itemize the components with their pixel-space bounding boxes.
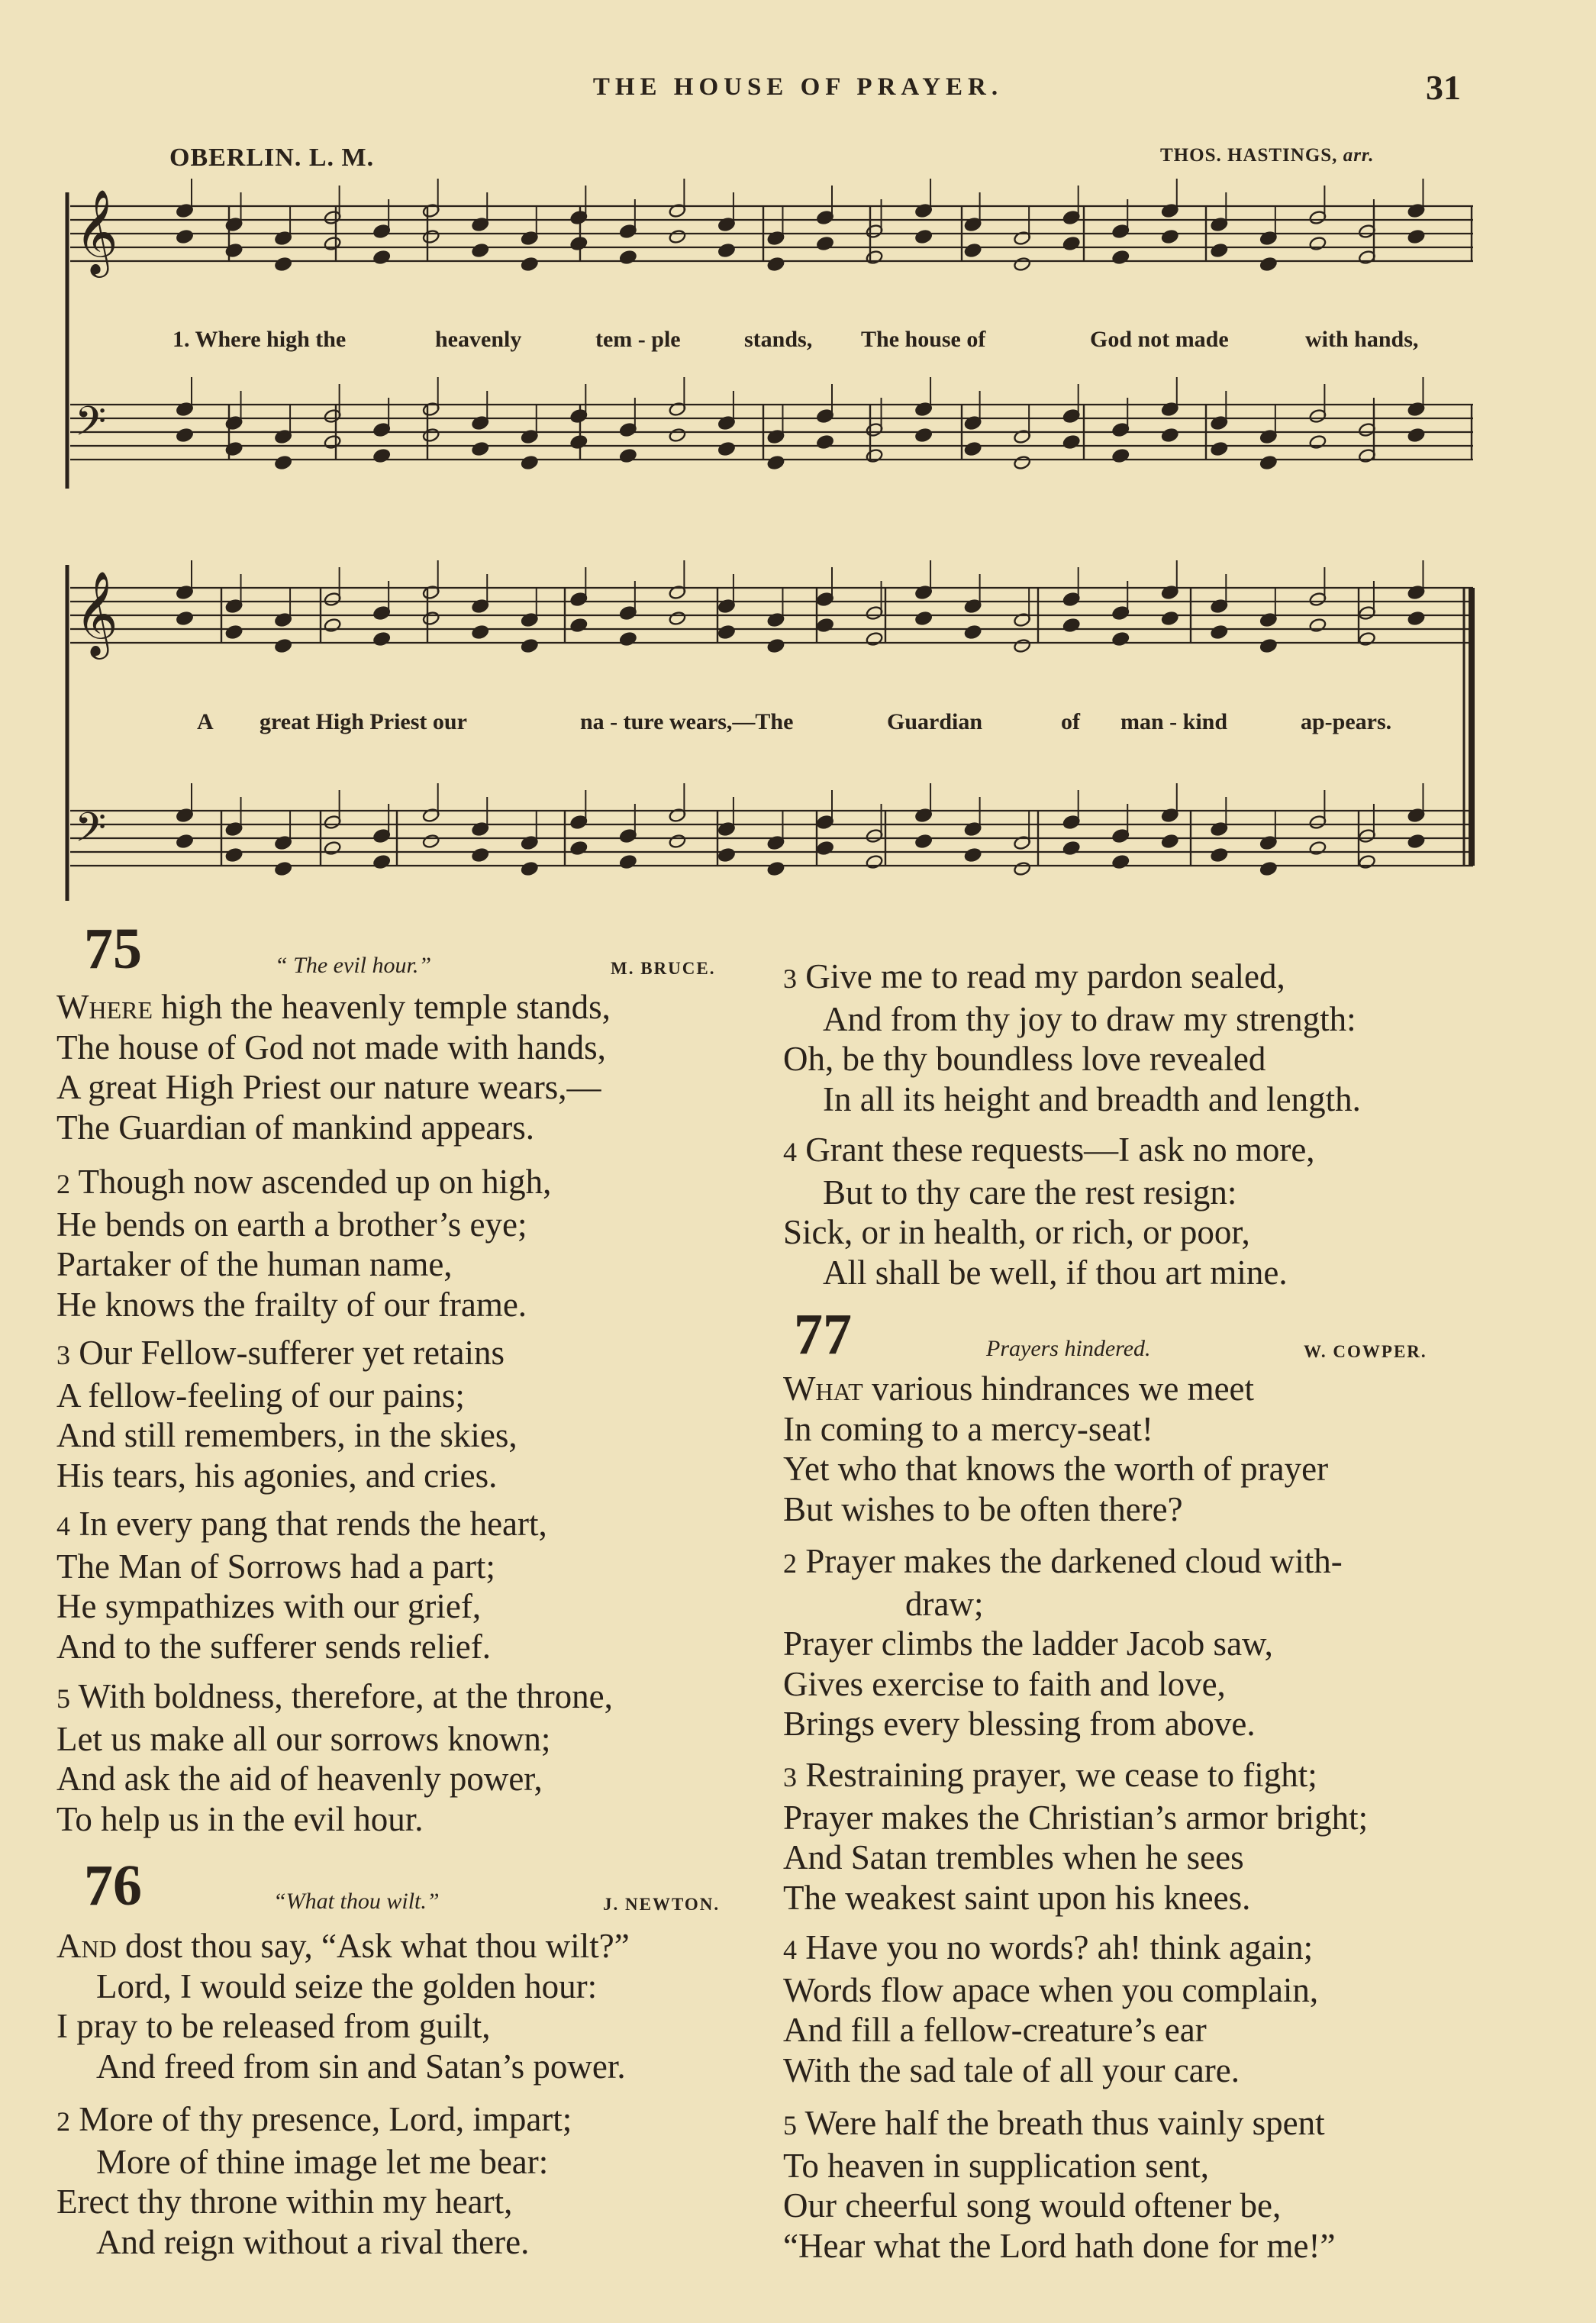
lyric-2-2: great High Priest our xyxy=(260,709,467,734)
note-head xyxy=(1111,250,1130,265)
page-number: 31 xyxy=(1426,68,1461,107)
note-head xyxy=(1259,638,1278,653)
stanza-line: But to thy care the rest resign: xyxy=(823,1173,1237,1212)
note-head xyxy=(422,834,440,849)
note-head xyxy=(521,455,539,470)
note-head xyxy=(619,854,637,870)
note-head xyxy=(1407,229,1426,244)
note-head xyxy=(669,611,687,626)
tune-name: OBERLIN. L. M. xyxy=(169,144,375,172)
lyric-2-3: na - ture wears,—The xyxy=(580,709,794,734)
stanza-line: In coming to a mercy-seat! xyxy=(783,1409,1153,1448)
lyric-1-1: 1. Where high the xyxy=(172,327,347,352)
stanza-line: Prayer makes the Christian’s armor bright; xyxy=(783,1798,1369,1837)
stanza-line: He knows the frailty of our frame. xyxy=(56,1285,527,1324)
note-head xyxy=(767,638,785,653)
stanza-line: Partaker of the human name, xyxy=(56,1245,453,1283)
stanza-line: Our cheerful song would oftener be, xyxy=(783,2186,1282,2225)
stanza-line: Let us make all our sorrows known; xyxy=(56,1719,551,1758)
stanza-line: And Satan trembles when he sees xyxy=(783,1838,1244,1876)
note-head xyxy=(1062,840,1081,856)
stanza-line: A great High Priest our nature wears,— xyxy=(56,1068,601,1106)
lyric-2-6: man - kind xyxy=(1120,709,1228,734)
verse-number: 4 xyxy=(783,1934,797,1965)
stanza-line: Grant these requests—I ask no more, xyxy=(805,1131,1315,1169)
verse-number: 4 xyxy=(56,1511,70,1541)
note-head xyxy=(619,250,637,265)
verse-number: 2 xyxy=(783,1548,797,1579)
note-head xyxy=(866,631,884,647)
stanza-line: Oh, be thy boundless love revealed xyxy=(783,1040,1266,1078)
note-head xyxy=(372,854,391,870)
lyric-1-5: The house of xyxy=(861,327,986,352)
stanza-line: And ask the aid of heavenly power, xyxy=(56,1760,543,1798)
note-head xyxy=(767,256,785,272)
verse-number: 2 xyxy=(56,1169,70,1199)
stanza-line: To help us in the evil hour. xyxy=(56,1799,424,1838)
note-head xyxy=(274,455,292,470)
note-head xyxy=(1309,434,1327,450)
hymn-author: M. BRUCE. xyxy=(611,959,716,978)
hymn-author: W. COWPER. xyxy=(1304,1342,1427,1361)
note-head xyxy=(471,441,489,457)
lyric-2-5: of xyxy=(1061,709,1080,734)
note-head xyxy=(471,243,489,258)
lyric-1-6: God not made xyxy=(1090,327,1229,352)
note-head xyxy=(372,448,391,463)
stanza-line: The Man of Sorrows had a part; xyxy=(56,1547,495,1586)
stanza-line: “Hear what the Lord hath done for me!” xyxy=(783,2226,1336,2265)
note-head xyxy=(1259,455,1278,470)
bass-clef: 𝄢 xyxy=(75,398,107,455)
note-head xyxy=(619,448,637,463)
stanza-line: He bends on earth a brother’s eye; xyxy=(56,1205,527,1244)
stanza-line: In all its height and breadth and length. xyxy=(823,1079,1361,1118)
note-head xyxy=(1407,611,1426,626)
lyric-1-4: stands, xyxy=(744,327,813,352)
note-head xyxy=(324,618,342,633)
note-head xyxy=(521,256,539,272)
note-head xyxy=(1358,854,1376,870)
note-head xyxy=(767,861,785,876)
stanza-line: And fill a fellow-creature’s ear xyxy=(783,2011,1207,2049)
stanza-line: Though now ascended up on high, xyxy=(78,1163,552,1201)
stanza-line: To heaven in supplication sent, xyxy=(783,2146,1209,2185)
hymn-author: J. NEWTON. xyxy=(603,1895,721,1914)
stanza-line: The house of God not made with hands, xyxy=(56,1028,606,1066)
note-head xyxy=(422,427,440,443)
stanza-line: More of thine image let me bear: xyxy=(96,2142,549,2181)
note-head xyxy=(1259,861,1278,876)
stanza xyxy=(783,2103,1335,2266)
note-head xyxy=(225,243,243,258)
note-head xyxy=(964,243,982,258)
note-head xyxy=(1309,236,1327,251)
stanza-line: All shall be well, if thou art mine. xyxy=(823,1253,1288,1292)
stanza xyxy=(56,1162,551,1324)
hymn-number: 77 xyxy=(794,1302,852,1366)
stanza-line: Gives exercise to faith and love, xyxy=(783,1664,1226,1703)
note-head xyxy=(767,455,785,470)
note-head xyxy=(1211,624,1229,640)
note-head xyxy=(422,611,440,626)
note-head xyxy=(521,861,539,876)
note-head xyxy=(669,427,687,443)
note-head xyxy=(570,434,588,450)
stanza-line: A fellow-feeling of our pains; xyxy=(56,1376,465,1415)
note-head xyxy=(176,834,194,849)
note-head xyxy=(717,243,736,258)
note-head xyxy=(816,236,834,251)
stanza-line: Sick, or in health, or rich, or poor, xyxy=(783,1213,1250,1251)
note-head xyxy=(274,256,292,272)
stanza-line: And to the sufferer sends relief. xyxy=(56,1627,491,1666)
note-head xyxy=(176,229,194,244)
stanza-line: And reign without a rival there. xyxy=(96,2222,530,2261)
verse-number: 5 xyxy=(56,1683,70,1714)
stanza xyxy=(56,1333,517,1495)
note-head xyxy=(1259,256,1278,272)
note-head xyxy=(717,847,736,863)
stanza-line: Give me to read my pardon sealed, xyxy=(805,957,1285,995)
note-head xyxy=(1407,427,1426,443)
lyric-2-1: A xyxy=(197,709,214,734)
note-head xyxy=(1161,611,1179,626)
note-head xyxy=(964,847,982,863)
stanza-line: Lord, I would seize the golden hour: xyxy=(96,1966,598,2005)
note-head xyxy=(324,840,342,856)
stanza-line: draw; xyxy=(905,1584,984,1623)
note-head xyxy=(1211,847,1229,863)
stanza xyxy=(56,2099,572,2262)
note-head xyxy=(1309,618,1327,633)
lyric-1-3: tem - ple xyxy=(595,327,681,352)
note-head xyxy=(866,854,884,870)
note-head xyxy=(1161,834,1179,849)
note-head xyxy=(570,618,588,633)
note-head xyxy=(324,434,342,450)
hymn-subtitle: “ The evil hour.” xyxy=(275,953,432,978)
note-head xyxy=(717,441,736,457)
verse-number: 3 xyxy=(56,1340,70,1370)
stanza-line: With the sad tale of all your care. xyxy=(783,2050,1240,2089)
stanza xyxy=(56,1676,613,1839)
note-head xyxy=(619,631,637,647)
stanza-line: Have you no words? ah! think again; xyxy=(805,1928,1314,1966)
note-head xyxy=(964,441,982,457)
stanza-line: Were half the breath thus vainly spent xyxy=(804,2104,1325,2142)
note-head xyxy=(1407,834,1426,849)
note-head xyxy=(225,847,243,863)
note-head xyxy=(1111,854,1130,870)
note-head xyxy=(471,624,489,640)
note-head xyxy=(1161,229,1179,244)
note-head xyxy=(1062,236,1081,251)
note-head xyxy=(1013,861,1031,876)
stanza xyxy=(783,1369,1328,1529)
stanza-line: Brings every blessing from above. xyxy=(783,1705,1256,1743)
hymn-number: 75 xyxy=(84,917,142,981)
note-head xyxy=(816,618,834,633)
bass-clef: 𝄢 xyxy=(75,805,107,861)
note-head xyxy=(372,250,391,265)
stanza xyxy=(56,987,611,1147)
note-head xyxy=(914,611,933,626)
lyric-2-7: ap-pears. xyxy=(1301,709,1392,734)
stanza xyxy=(56,1926,630,2086)
note-head xyxy=(324,236,342,251)
note-head xyxy=(372,631,391,647)
note-head xyxy=(866,448,884,463)
running-title: THE HOUSE OF PRAYER. xyxy=(592,73,1004,101)
lyric-1-2: heavenly xyxy=(435,327,522,352)
stanza-line: I pray to be released from guilt, xyxy=(56,2007,491,2045)
lyric-2-4: Guardian xyxy=(887,709,983,734)
note-head xyxy=(1111,631,1130,647)
stanza xyxy=(783,1755,1368,1918)
treble-clef: 𝄞 xyxy=(75,570,118,656)
note-head xyxy=(1013,256,1031,272)
stanza xyxy=(783,957,1361,1119)
stanza-line: Restraining prayer, we cease to fight; xyxy=(805,1756,1317,1794)
stanza-line: Our Fellow-sufferer yet retains xyxy=(79,1334,505,1372)
verse-number: 2 xyxy=(56,2106,70,2137)
stanza xyxy=(783,1130,1315,1292)
stanza-line: And freed from sin and Satan’s power. xyxy=(96,2047,626,2086)
note-head xyxy=(176,611,194,626)
note-head xyxy=(669,229,687,244)
stanza-line: Prayer climbs the ladder Jacob saw, xyxy=(783,1624,1273,1663)
note-head xyxy=(1309,840,1327,856)
stanza-first-word: And xyxy=(56,1927,117,1965)
note-head xyxy=(1211,441,1229,457)
stanza-first-word: What xyxy=(783,1370,863,1408)
note-head xyxy=(1062,434,1081,450)
stanza-line: The Guardian of mankind appears. xyxy=(56,1108,535,1147)
verse-number: 4 xyxy=(783,1137,797,1167)
lyric-1-7: with hands, xyxy=(1305,327,1419,352)
note-head xyxy=(176,427,194,443)
stanza xyxy=(56,1504,547,1666)
verse-number: 3 xyxy=(783,963,797,994)
stanza-line: Prayer makes the darkened cloud with- xyxy=(805,1542,1343,1580)
tune-credit-arr: arr. xyxy=(1343,145,1375,166)
note-head xyxy=(866,250,884,265)
stanza-line: His tears, his agonies, and cries. xyxy=(56,1456,498,1495)
note-head xyxy=(274,861,292,876)
treble-clef: 𝄞 xyxy=(75,189,118,274)
note-head xyxy=(274,638,292,653)
stanza-line: And from thy joy to draw my strength: xyxy=(823,999,1356,1038)
note-head xyxy=(570,236,588,251)
note-head xyxy=(964,624,982,640)
hymn-subtitle: “What thou wilt.” xyxy=(273,1889,440,1914)
stanza-line: With boldness, therefore, at the throne, xyxy=(78,1677,613,1715)
hymn-number: 76 xyxy=(84,1854,142,1918)
stanza-line: In every pang that rends the heart, xyxy=(79,1505,547,1543)
tune-credit-name: THOS. HASTINGS, xyxy=(1160,145,1338,166)
stanza-line: Erect thy throne within my heart, xyxy=(56,2183,513,2221)
note-head xyxy=(1211,243,1229,258)
note-head xyxy=(1062,618,1081,633)
music-score xyxy=(0,0,1596,916)
stanza-first-word: Where xyxy=(56,988,153,1026)
note-head xyxy=(914,834,933,849)
stanza xyxy=(783,1928,1318,2090)
stanza xyxy=(783,1541,1343,1744)
stanza-line: He sympathizes with our grief, xyxy=(56,1587,482,1625)
note-head xyxy=(816,840,834,856)
note-head xyxy=(225,624,243,640)
note-head xyxy=(521,638,539,653)
note-head xyxy=(816,434,834,450)
note-head xyxy=(717,624,736,640)
note-head xyxy=(669,834,687,849)
stanza-line: The weakest saint upon his knees. xyxy=(783,1878,1251,1917)
note-head xyxy=(471,847,489,863)
note-head xyxy=(570,840,588,856)
stanza-line: Words flow apace when you complain, xyxy=(783,1970,1319,2009)
stanza-line: dost thou say, “Ask what thou wilt?” xyxy=(124,1927,630,1965)
note-head xyxy=(1013,455,1031,470)
verse-number: 3 xyxy=(783,1762,797,1792)
note-head xyxy=(914,229,933,244)
stanza-line: And still remembers, in the skies, xyxy=(56,1416,517,1454)
note-head xyxy=(422,229,440,244)
note-head xyxy=(914,427,933,443)
note-head xyxy=(1161,427,1179,443)
note-head xyxy=(1111,448,1130,463)
stanza-line: high the heavenly temple stands, xyxy=(161,988,611,1026)
note-head xyxy=(1013,638,1031,653)
verse-number: 5 xyxy=(783,2110,797,2141)
note-head xyxy=(225,441,243,457)
hymn-subtitle: Prayers hindered. xyxy=(986,1336,1151,1361)
stanza-line: various hindrances we meet xyxy=(871,1370,1255,1408)
note-head xyxy=(1358,631,1376,647)
stanza-line: Yet who that knows the worth of prayer xyxy=(783,1450,1329,1488)
stanza-line: More of thy presence, Lord, impart; xyxy=(79,2100,572,2138)
stanza-line: But wishes to be often there? xyxy=(783,1489,1183,1528)
